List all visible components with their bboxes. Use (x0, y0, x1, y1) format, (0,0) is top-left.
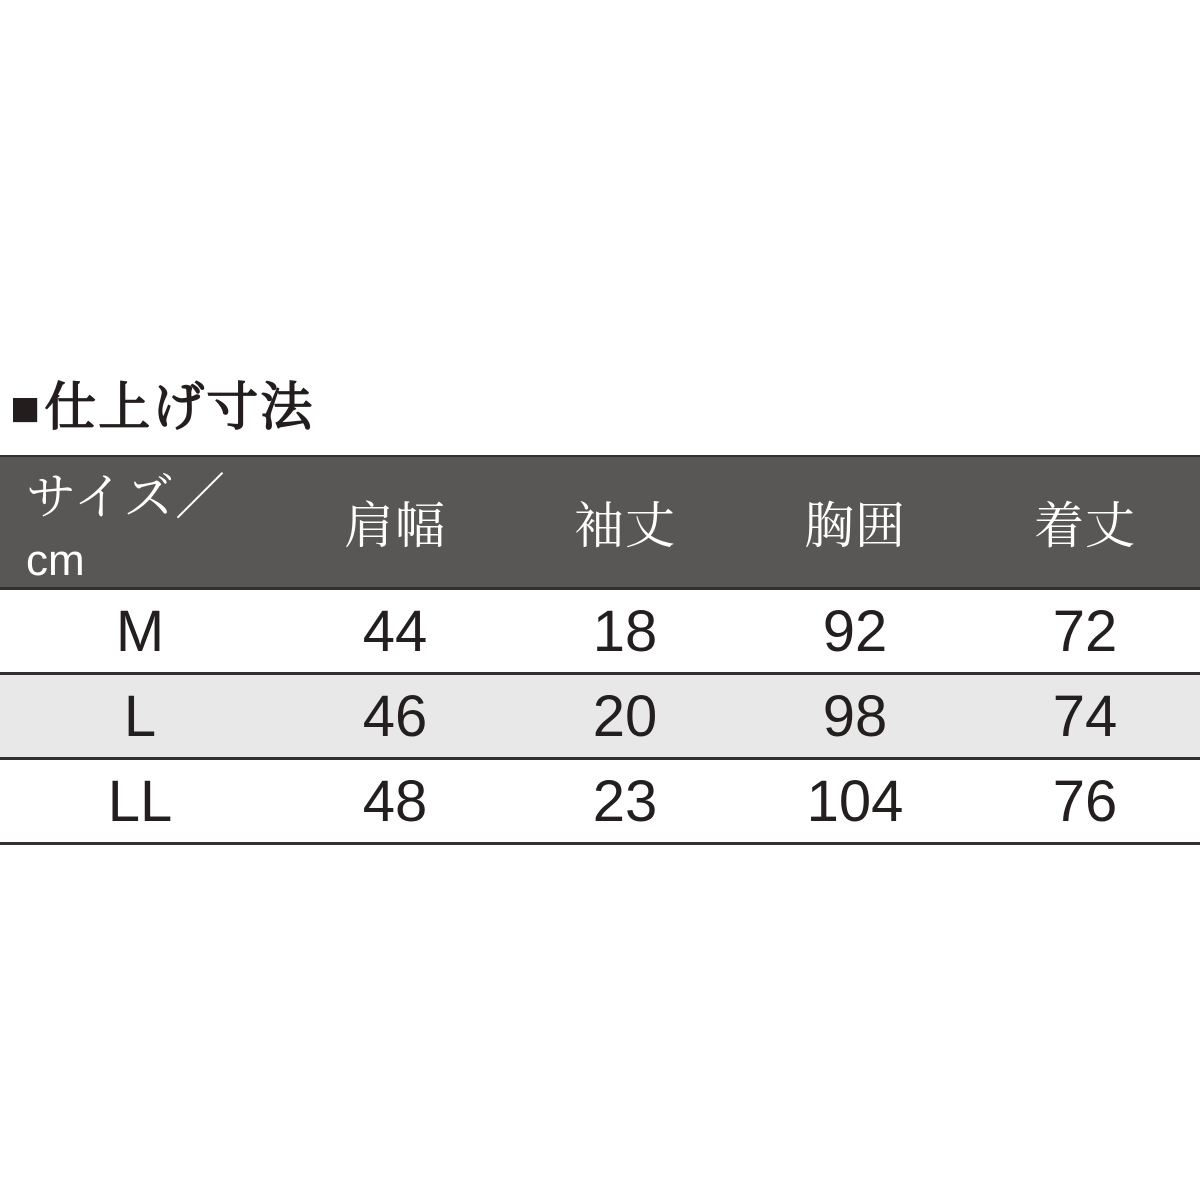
table-header-row (0, 456, 1200, 589)
value-cell: 92 (740, 589, 970, 674)
size-table (0, 455, 1200, 845)
square-bullet-icon: ■ (10, 380, 43, 437)
header-cell-chest: 胸囲 (740, 456, 970, 589)
value-cell: 76 (970, 759, 1200, 844)
table-row-ll (0, 759, 1200, 844)
value-cell: 46 (280, 674, 510, 759)
value-cell: 18 (510, 589, 740, 674)
table-row-l (0, 674, 1200, 759)
value-cell: 72 (970, 589, 1200, 674)
size-cell: LL (0, 759, 280, 844)
size-cell: M (0, 589, 280, 674)
chart-title-text: 仕上げ寸法 (44, 379, 315, 437)
header-cell-size: サイズ／cm (0, 456, 280, 589)
header-cell-shoulder-width: 肩幅 (280, 456, 510, 589)
value-cell: 48 (280, 759, 510, 844)
header-cell-body-length: 着丈 (970, 456, 1200, 589)
chart-title (10, 380, 314, 437)
cm-unit-label: cm (26, 536, 85, 585)
table-row-m (0, 589, 1200, 674)
header-cell-sleeve-length: 袖丈 (510, 456, 740, 589)
value-cell: 98 (740, 674, 970, 759)
value-cell: 23 (510, 759, 740, 844)
value-cell: 74 (970, 674, 1200, 759)
value-cell: 20 (510, 674, 740, 759)
size-cell: L (0, 674, 280, 759)
value-cell: 104 (740, 759, 970, 844)
value-cell: 44 (280, 589, 510, 674)
